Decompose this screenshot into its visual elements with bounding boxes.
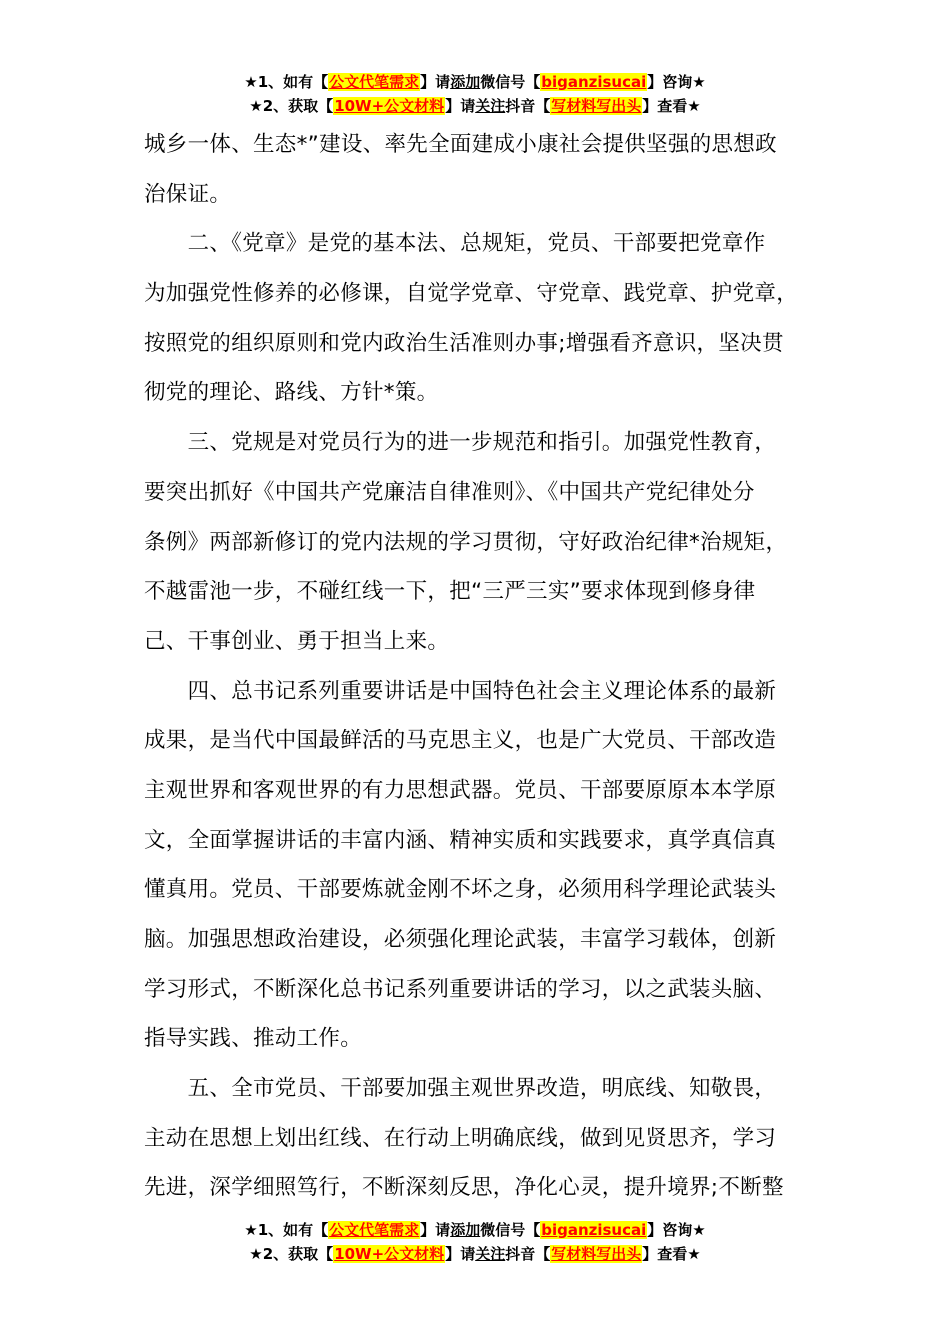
banner-text: 抖音【 — [505, 97, 551, 115]
footer-banner-line-1 — [0, 1218, 950, 1242]
banner-text: 】请 — [420, 73, 451, 91]
body-line: 要突出抓好《中国共产党廉洁自律准则》、《中国共产党纪律处分 — [144, 479, 755, 505]
banner-underlined-text: 添加 — [450, 1221, 481, 1239]
footer-banner-line-2 — [0, 1242, 950, 1266]
banner-text: 】请 — [445, 1245, 476, 1263]
banner-text: 微信号【 — [480, 1221, 541, 1239]
body-line: 按照党的组织原则和党内政治生活准则办事;增强看齐意识，坚决贯 — [144, 330, 784, 356]
body-line: 文，全面掌握讲话的丰富内涵、精神实质和实践要求，真学真信真 — [144, 827, 777, 853]
body-line: 为加强党性修养的必修课，自觉学党章、守党章、践党章、护党章， — [144, 281, 799, 307]
banner-underlined-text: 关注 — [475, 1245, 506, 1263]
body-line: 治保证。 — [144, 181, 232, 207]
banner-text: 】查看★ — [642, 1245, 701, 1263]
body-line: 彻党的理论、路线、方针*策。 — [144, 380, 439, 406]
body-line: 三、党规是对党员行为的进一步规范和指引。加强党性教育， — [144, 430, 777, 456]
highlight-service: 公文代笔需求 — [329, 73, 420, 91]
highlight-wechat-id: biganzisucai — [541, 73, 647, 91]
banner-text: 抖音【 — [505, 1245, 551, 1263]
banner-text: ★2、获取【 — [249, 97, 334, 115]
banner-text: 】查看★ — [642, 97, 701, 115]
header-banner — [0, 70, 950, 118]
highlight-douyin: 写材料写出头 — [551, 97, 642, 115]
body-line: 指导实践、推动工作。 — [144, 1026, 363, 1052]
banner-text: 】咨询★ — [647, 73, 706, 91]
banner-text: 】请 — [445, 97, 476, 115]
banner-text: ★1、如有【 — [244, 73, 329, 91]
body-line: 五、全市党员、干部要加强主观世界改造，明底线、知敬畏， — [144, 1076, 777, 1102]
body-line: 懂真用。党员、干部要炼就金刚不坏之身，必须用科学理论武装头 — [144, 877, 777, 903]
highlight-service: 公文代笔需求 — [329, 1221, 420, 1239]
body-line: 先进，深学细照笃行，不断深刻反思，净化心灵，提升境界;不断整 — [144, 1175, 784, 1201]
banner-text: ★2、获取【 — [249, 1245, 334, 1263]
banner-underlined-text: 关注 — [475, 97, 506, 115]
banner-text: 】咨询★ — [647, 1221, 706, 1239]
footer-banner — [0, 1218, 950, 1266]
banner-text: 】请 — [420, 1221, 451, 1239]
body-line: 城乡一体、生态*”建设、率先全面建成小康社会提供坚强的思想政 — [144, 132, 777, 157]
body-line: 四、总书记系列重要讲话是中国特色社会主义理论体系的最新 — [144, 678, 777, 704]
document-body — [144, 120, 814, 1213]
highlight-materials: 10W+公文材料 — [334, 1245, 445, 1263]
banner-text: 微信号【 — [480, 73, 541, 91]
body-line: 己、干事创业、勇于担当上来。 — [144, 628, 450, 654]
body-line: 成果，是当代中国最鲜活的马克思主义，也是广大党员、干部改造 — [144, 728, 777, 754]
body-line: 不越雷池一步，不碰红线一下，把“三严三实”要求体现到修身律 — [144, 579, 756, 605]
banner-text: ★1、如有【 — [244, 1221, 329, 1239]
header-banner-line-2 — [0, 94, 950, 118]
body-line: 二、《党章》是党的基本法、总规矩，党员、干部要把党章作 — [144, 231, 766, 257]
body-line: 脑。加强思想政治建设，必须强化理论武装，丰富学习载体，创新 — [144, 927, 777, 952]
highlight-douyin: 写材料写出头 — [551, 1245, 642, 1263]
body-line: 条例》两部新修订的党内法规的学习贯彻，守好政治纪律*治规矩， — [144, 529, 788, 555]
body-line: 学习形式，不断深化总书记系列重要讲话的学习，以之武装头脑、 — [144, 976, 777, 1002]
highlight-materials: 10W+公文材料 — [334, 97, 445, 115]
header-banner-line-1 — [0, 70, 950, 94]
highlight-wechat-id: biganzisucai — [541, 1221, 647, 1239]
body-line: 主观世界和客观世界的有力思想武器。党员、干部要原原本本学原 — [144, 777, 777, 803]
banner-underlined-text: 添加 — [450, 73, 481, 91]
body-line: 主动在思想上划出红线、在行动上明确底线，做到见贤思齐，学习 — [144, 1125, 777, 1151]
